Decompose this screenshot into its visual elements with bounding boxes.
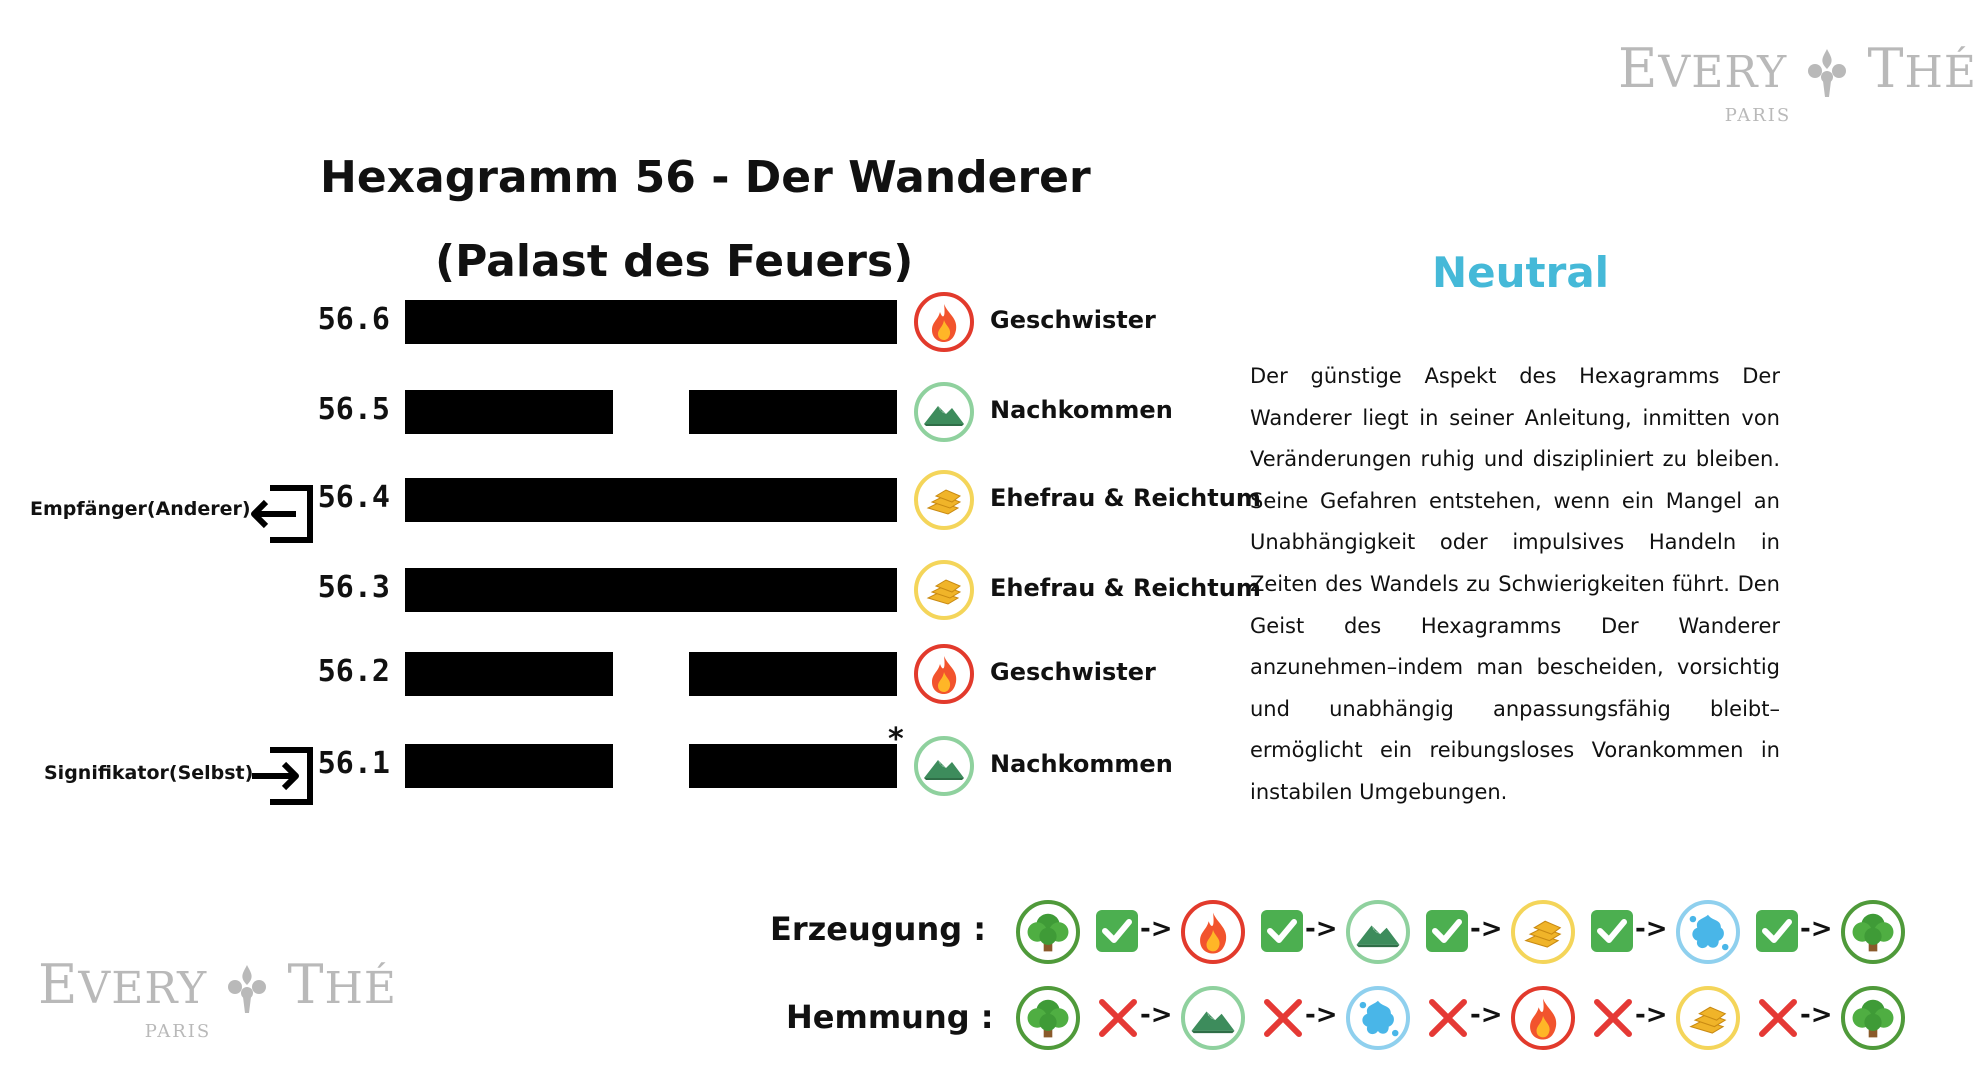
- yin-line-segment: [405, 390, 613, 434]
- description-text: Der günstige Aspekt des Hexagramms Der Wanderer liegt in seiner Anleitung, inmitten von Veränderungen ruhig und diszipliniert zu bleiben. Seine Gefahren entstehen, wenn ein Mangel an Unabhängigkeit oder impulsives Handeln in Zeiten des Wandels zu Schwierigkeiten führt. Den Geist des Hexagramms Der Wanderer anzunehmen–indem man bescheiden, vorsichtig und unabhängig anpassungsfähig bleibt–ermöglicht ein reibungsloses Vorankommen in instabilen Umgebungen.: [1250, 364, 1780, 804]
- relation-label: Ehefrau & Reichtum: [990, 484, 1261, 512]
- line-number: 56.1: [317, 746, 390, 781]
- yin-line-segment: [405, 652, 613, 696]
- wood-icon: [1841, 986, 1905, 1050]
- line-number: 56.3: [317, 570, 390, 605]
- wood-icon: [1016, 900, 1080, 964]
- brand-logo-bottom: [38, 953, 398, 1042]
- relation-label: Ehefrau & Reichtum: [990, 574, 1261, 602]
- fleur-icon: [1805, 47, 1849, 99]
- arrow-connector: ->: [1140, 1000, 1173, 1030]
- cross-icon: [1591, 996, 1635, 1040]
- page-subtitle: (Palast des Feuers): [435, 236, 914, 287]
- line-number: 56.5: [317, 392, 390, 427]
- arrow-connector: ->: [1800, 1000, 1833, 1030]
- cross-icon: [1426, 996, 1470, 1040]
- receiver-label: Empfänger(Anderer): [30, 498, 251, 520]
- brand-subtitle: PARIS: [1724, 105, 1792, 126]
- mountain-icon: [914, 736, 974, 796]
- brand-logo-text: EVERY THÉ: [1618, 37, 1977, 100]
- metal-icon: [1511, 900, 1575, 964]
- mountain-icon: [914, 382, 974, 442]
- fire-icon: [914, 644, 974, 704]
- check-icon: [1756, 910, 1798, 952]
- check-icon: [1591, 910, 1633, 952]
- arrow-connector: ->: [1305, 914, 1338, 944]
- cross-icon: [1261, 996, 1305, 1040]
- arrow-connector: ->: [1635, 1000, 1668, 1030]
- metal-icon: [914, 560, 974, 620]
- cross-icon: [1096, 996, 1140, 1040]
- water-icon: [1676, 900, 1740, 964]
- line-number: 56.2: [317, 654, 390, 689]
- mountain-icon: [1346, 900, 1410, 964]
- line-number: 56.6: [317, 302, 390, 337]
- yin-line-segment: [405, 744, 613, 788]
- metal-icon: [1676, 986, 1740, 1050]
- page-title: Hexagramm 56 - Der Wanderer: [320, 152, 1091, 203]
- check-icon: [1261, 910, 1303, 952]
- mountain-icon: [1181, 986, 1245, 1050]
- metal-icon: [914, 470, 974, 530]
- relation-label: Geschwister: [990, 306, 1156, 334]
- wood-icon: [1016, 986, 1080, 1050]
- receiver-arrow-icon: [248, 482, 318, 546]
- check-icon: [1426, 910, 1468, 952]
- arrow-connector: ->: [1470, 1000, 1503, 1030]
- fire-icon: [1181, 900, 1245, 964]
- yang-line: [405, 478, 897, 522]
- line-number: 56.4: [317, 480, 390, 515]
- yin-line-segment: [689, 652, 897, 696]
- arrow-connector: ->: [1635, 914, 1668, 944]
- generation-label: Erzeugung :: [770, 910, 987, 948]
- inhibition-label: Hemmung :: [786, 998, 994, 1036]
- arrow-connector: ->: [1140, 914, 1173, 944]
- yin-line-segment: [689, 744, 897, 788]
- arrow-connector: ->: [1800, 914, 1833, 944]
- wood-icon: [1841, 900, 1905, 964]
- arrow-connector: ->: [1470, 914, 1503, 944]
- moving-line-marker: *: [888, 722, 904, 757]
- verdict-label: Neutral: [1432, 248, 1610, 297]
- fire-icon: [914, 292, 974, 352]
- relation-label: Nachkommen: [990, 396, 1173, 424]
- signifier-label: Signifikator(Selbst): [44, 762, 254, 784]
- water-icon: [1346, 986, 1410, 1050]
- brand-subtitle: PARIS: [144, 1021, 212, 1042]
- relation-label: Geschwister: [990, 658, 1156, 686]
- cross-icon: [1756, 996, 1800, 1040]
- signifier-arrow-icon: [248, 744, 318, 808]
- yin-line-segment: [689, 390, 897, 434]
- fleur-icon: [225, 963, 269, 1015]
- check-icon: [1096, 910, 1138, 952]
- fire-icon: [1511, 986, 1575, 1050]
- brand-logo-top: [1618, 37, 1977, 126]
- brand-logo-text: EVERY THÉ: [38, 953, 398, 1016]
- relation-label: Nachkommen: [990, 750, 1173, 778]
- yang-line: [405, 300, 897, 344]
- arrow-connector: ->: [1305, 1000, 1338, 1030]
- yang-line: [405, 568, 897, 612]
